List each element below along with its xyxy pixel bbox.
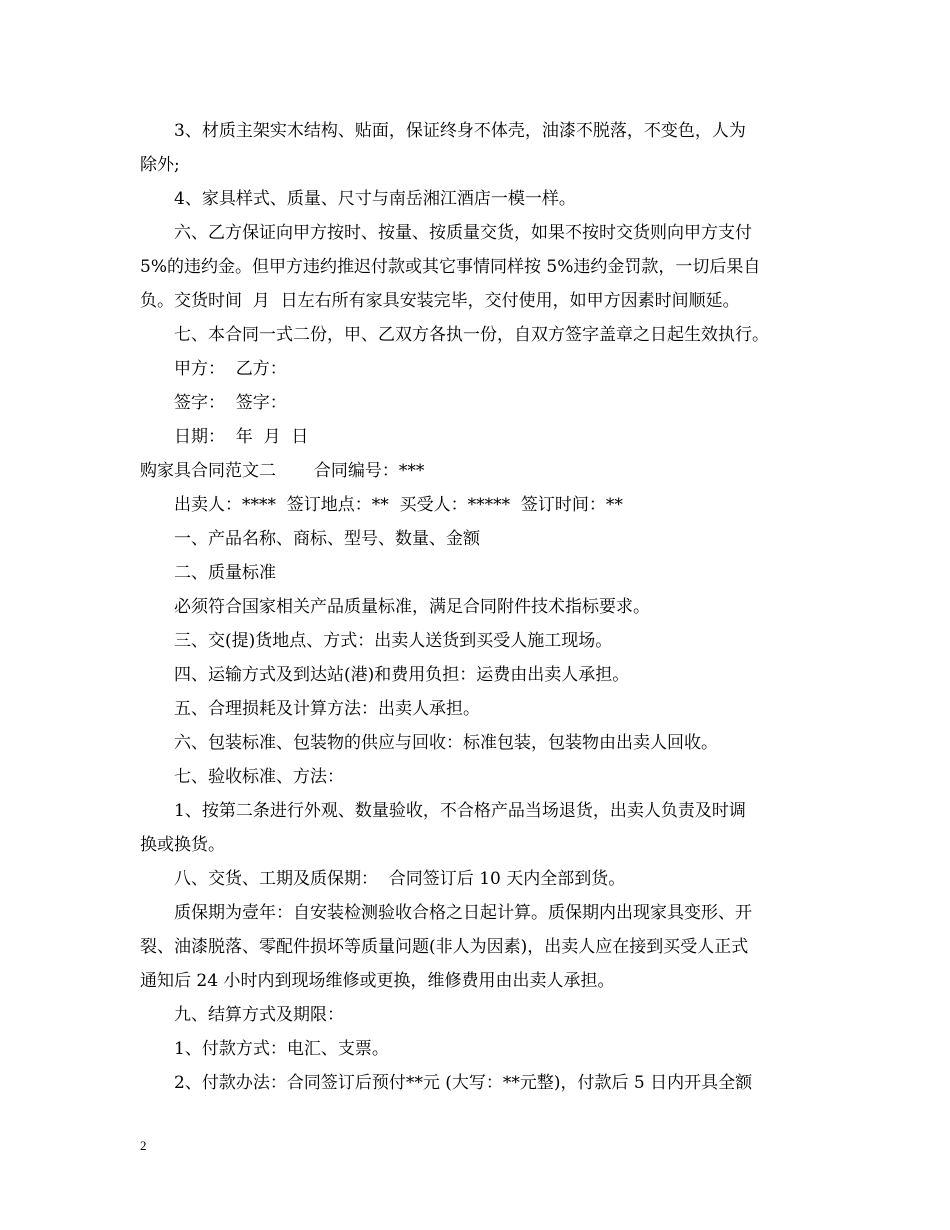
clause-heading: 二、质量标准 — [174, 563, 276, 583]
paragraph-line: 3、材质主架实木结构、贴面，保证终身不体壳，油漆不脱落，不变色，人为 — [174, 121, 746, 141]
paragraph-line: 通知后 24 小时内到现场维修或更换，维修费用由出卖人承担。 — [140, 971, 615, 991]
signature-line-sign: 签字： 签字： — [174, 393, 287, 413]
page-number: 2 — [140, 1138, 147, 1153]
clause-heading: 六、包装标准、包装物的供应与回收：标准包装，包装物由出卖人回收。 — [174, 733, 718, 753]
section-title: 购家具合同范文二 合同编号：*** — [140, 461, 425, 481]
clause-heading: 七、验收标准、方法： — [174, 767, 344, 787]
clause-heading: 八、交货、工期及质保期： 合同签订后 10 天内全部到货。 — [174, 869, 626, 889]
paragraph-line: 必须符合国家相关产品质量标准，满足合同附件技术指标要求。 — [174, 597, 650, 617]
paragraph-line: 换或换货。 — [140, 835, 225, 855]
clause-heading: 九、结算方式及期限： — [174, 1005, 344, 1025]
paragraph-line: 4、家具样式、质量、尺寸与南岳湘江酒店一模一样。 — [174, 189, 576, 209]
clause-heading: 四、运输方式及到达站(港)和费用负担：运费由出卖人承担。 — [174, 665, 630, 685]
paragraph-line: 裂、油漆脱落、零配件损坏等质量问题(非人为因素)，出卖人应在接到买受人正式 — [140, 937, 749, 957]
paragraph-line: 六、乙方保证向甲方按时、按量、按质量交货，如果不按时交货则向甲方支付 — [174, 223, 752, 243]
paragraph-line: 1、付款方式：电汇、支票。 — [174, 1039, 389, 1059]
contract-parties-line: 出卖人：**** 签订地点：** 买受人：***** 签订时间：** — [174, 495, 623, 515]
paragraph-line: 2、付款办法：合同签订后预付**元 (大写：**元整)，付款后 5 日内开具全额 — [174, 1073, 753, 1093]
document-body — [140, 114, 826, 1100]
signature-line-party: 甲方： 乙方： — [174, 359, 287, 379]
paragraph-line: 1、按第二条进行外观、数量验收，不合格产品当场退货，出卖人负责及时调 — [174, 801, 746, 821]
paragraph-line: 除外; — [140, 155, 180, 175]
clause-heading: 一、产品名称、商标、型号、数量、金额 — [174, 529, 480, 549]
paragraph-line: 七、本合同一式二份，甲、乙双方各执一份，自双方签字盖章之日起生效执行。 — [174, 325, 769, 345]
signature-line-date: 日期： 年 月 日 — [174, 427, 309, 447]
clause-heading: 三、交(提)货地点、方式：出卖人送货到买受人施工现场。 — [174, 631, 613, 651]
paragraph-line: 5%的违约金。但甲方违约推迟付款或其它事情同样按 5%违约金罚款，一切后果自 — [140, 257, 761, 277]
paragraph-line: 质保期为壹年：自安装检测验收合格之日起计算。质保期内出现家具变形、开 — [174, 903, 752, 923]
paragraph-line: 负。交货时间 月 日左右所有家具安装完毕，交付使用，如甲方因素时间顺延。 — [140, 291, 740, 311]
clause-heading: 五、合理损耗及计算方法：出卖人承担。 — [174, 699, 480, 719]
